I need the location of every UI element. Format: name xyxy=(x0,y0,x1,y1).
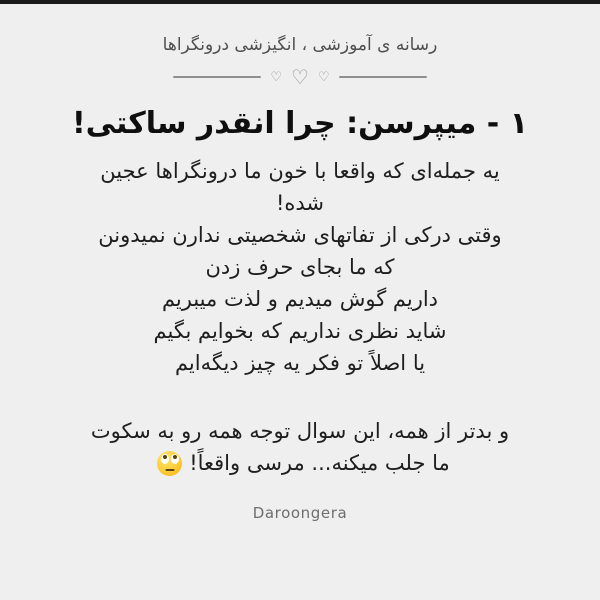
body-line-text: ما جلب میکنه... مرسی واقعاً! xyxy=(189,451,450,475)
body-line xyxy=(0,447,600,479)
body-line: و بدتر از همه، این سوال توجه همه رو به سکوت xyxy=(90,419,510,443)
body-line: شده! xyxy=(275,191,325,215)
heart-icon: ♡ xyxy=(270,69,283,85)
body-line: که ما بجای حرف زدن xyxy=(205,255,395,279)
body-line: وقتی درکی از تفاتهای شخصیتی ندارن نمیدونن xyxy=(98,223,502,247)
page-tagline: رسانه ی آموزشی ، انگیزشی درونگراها xyxy=(162,35,438,55)
post-title: ۱ - میپرسن: چرا انقدر ساکتی! xyxy=(71,106,528,141)
body-paragraph-1 xyxy=(0,155,600,379)
body-line: یا اصلاً تو فکر یه چیز دیگه‌ایم xyxy=(174,351,426,375)
divider-line-left xyxy=(339,76,427,78)
brand-name: Daroongera xyxy=(252,504,348,522)
heart-icon: ♡ xyxy=(317,69,330,85)
heart-divider xyxy=(0,67,600,87)
body-line: شاید نظری نداریم که بخوایم بگیم xyxy=(153,319,447,343)
body-line: داریم گوش میدیم و لذت میبریم xyxy=(161,287,439,311)
body-paragraph-2 xyxy=(0,415,600,479)
top-border xyxy=(0,0,600,4)
divider-line-right xyxy=(173,76,261,78)
face-with-rolling-eyes-emoji xyxy=(157,451,182,476)
body-line: یه جمله‌ای که واقعا با خون ما درونگراها عجین xyxy=(100,159,500,183)
heart-icon: ♡ xyxy=(291,65,309,89)
